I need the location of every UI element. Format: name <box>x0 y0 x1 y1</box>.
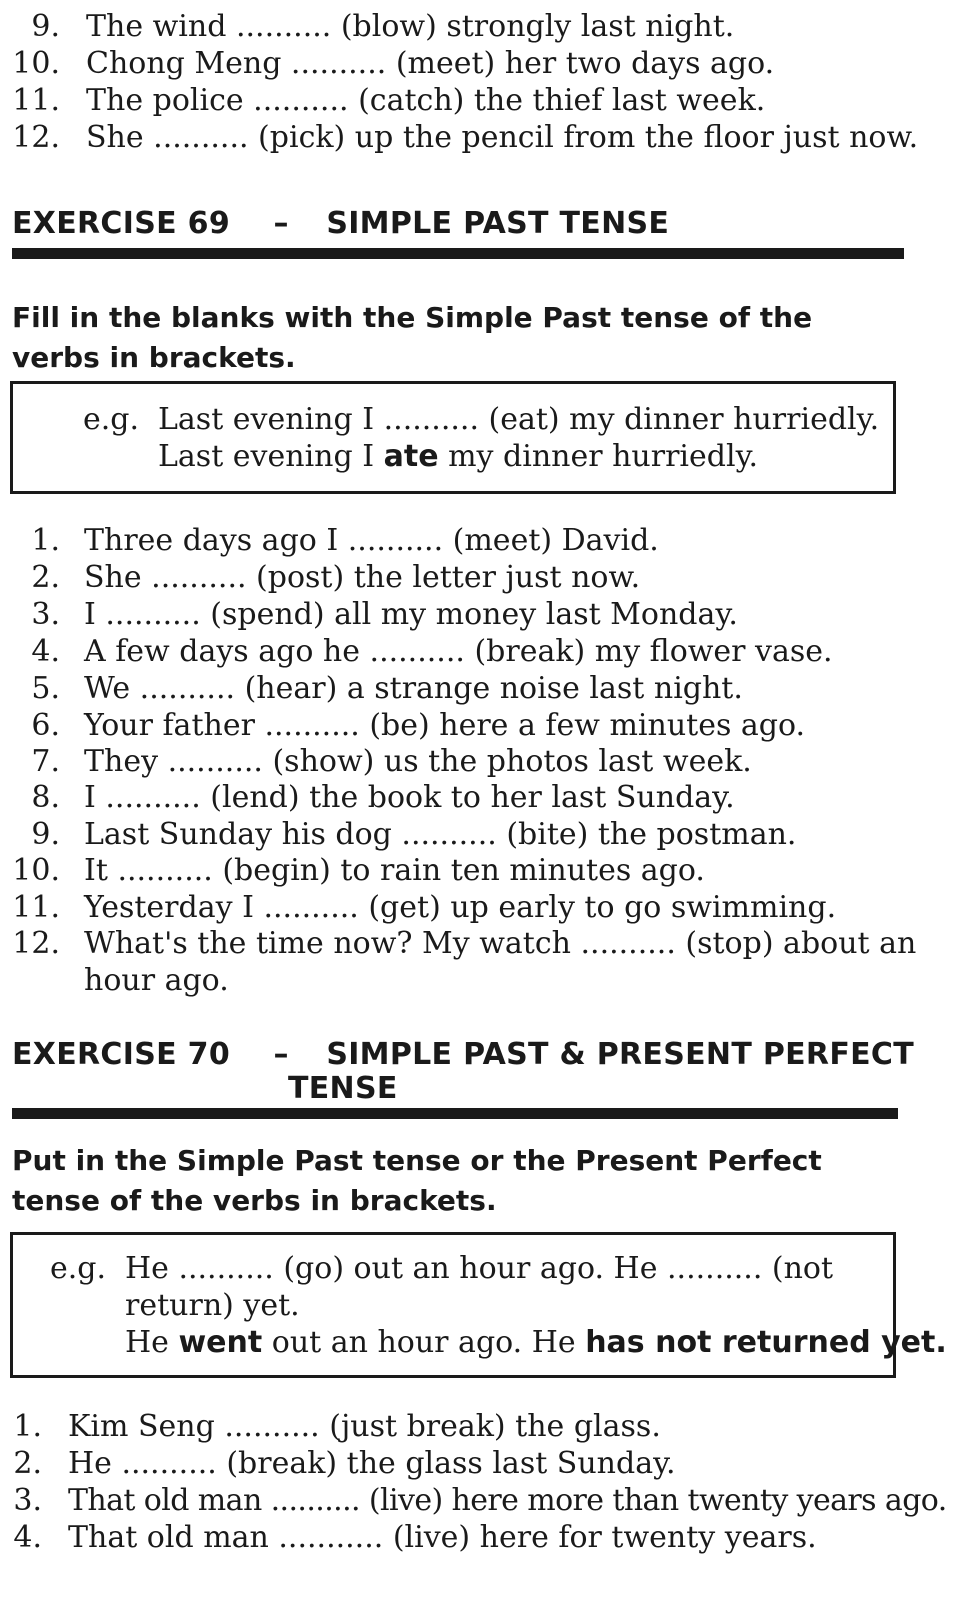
exercise-number: EXERCISE 69 <box>12 206 230 241</box>
example-answer: He went out an hour ago. He has not returned yet. <box>125 1325 947 1360</box>
example-box <box>10 1232 947 1378</box>
example-question: He .......... (go) out an hour ago. He .......... (not <box>125 1251 834 1286</box>
section-divider <box>12 248 904 259</box>
answer-word: ate <box>383 439 439 474</box>
example-question-continuation: return) yet. <box>125 1288 300 1323</box>
exercise-69-heading <box>12 207 669 241</box>
example-question: Last evening I .......... (eat) my dinner hurriedly. <box>158 402 880 437</box>
heading-dash: – <box>273 206 289 241</box>
exercise-70-heading <box>12 1038 914 1072</box>
answer-phrase: has not returned yet. <box>585 1325 947 1360</box>
exercise-title-continuation: TENSE <box>288 1071 398 1106</box>
exercise-title: SIMPLE PAST & PRESENT PERFECT <box>326 1037 914 1072</box>
exercise-instruction: Put in the Simple Past tense or the Present Perfect tense of the verbs in brackets. <box>12 1144 822 1217</box>
example-answer: Last evening I ate my dinner hurriedly. <box>158 439 759 474</box>
section-divider <box>12 1108 898 1119</box>
exercise-number: EXERCISE 70 <box>12 1037 230 1072</box>
worksheet-page: 9. The wind .......... (blow) strongly last night. 10. Chong Meng .......... (meet) her two days ago. 11. The police .......... (catch) the thief last week. 12. She .......... (pick) up the pencil from the floor just now. EXERCISE 69 – SIMPLE PAST TENSE Fill in the blanks with the Simple Past tense of the verbs in brackets. e.g. Last evening I .......... (eat) my dinner hurriedly. Last evening I ate my dinner hurriedly. 1. Three days ago I .......... (meet) David. 2. She .......... (post) the letter just now. 3. I .......... (spend) all my money last Monday. 4. A few days ago he .......... (break) my flower vase. 5. We .......... (hear) a strange noise last night. 6. Your father .......... (be) here a few minutes ago. 7. They .......... (show) us the photos last week. 8. I .......... (lend) the book to her last Sunday. 9. Last Sunday his dog .......... (bite) the postman. 10. It .......... (begin) to rain ten minutes ago. 11. Yesterday I .......... (get) up early to go swimming. 12. What's the time now? My watch .......... (stop) about an hour ago. EXERCISE 70 – SIMPLE PAST & PRESENT PERFECT TENSE Put in the Simple Past tense or the Present Perfect tense of the verbs in brackets. e.g. He .......... (go) out an hour ago. He .......... (not return) yet. He went out an hour ago. He has not returned yet. 1. Kim Seng .......... (just break) the glass. 2. He .......... (break) the glass last Sunday. 3. That old man .......... (live) here more than twenty years ago. 4. That old man ........... (live) here for twenty years. <box>12 9 947 1555</box>
exercise-instruction: Fill in the blanks with the Simple Past tense of the verbs in brackets. <box>12 301 813 374</box>
example-box <box>10 381 896 494</box>
example-label: e.g. <box>50 1251 107 1286</box>
answer-word: went <box>178 1325 263 1360</box>
heading-dash: – <box>273 1037 289 1072</box>
example-label: e.g. <box>83 402 140 437</box>
exercise-title: SIMPLE PAST TENSE <box>326 206 670 241</box>
